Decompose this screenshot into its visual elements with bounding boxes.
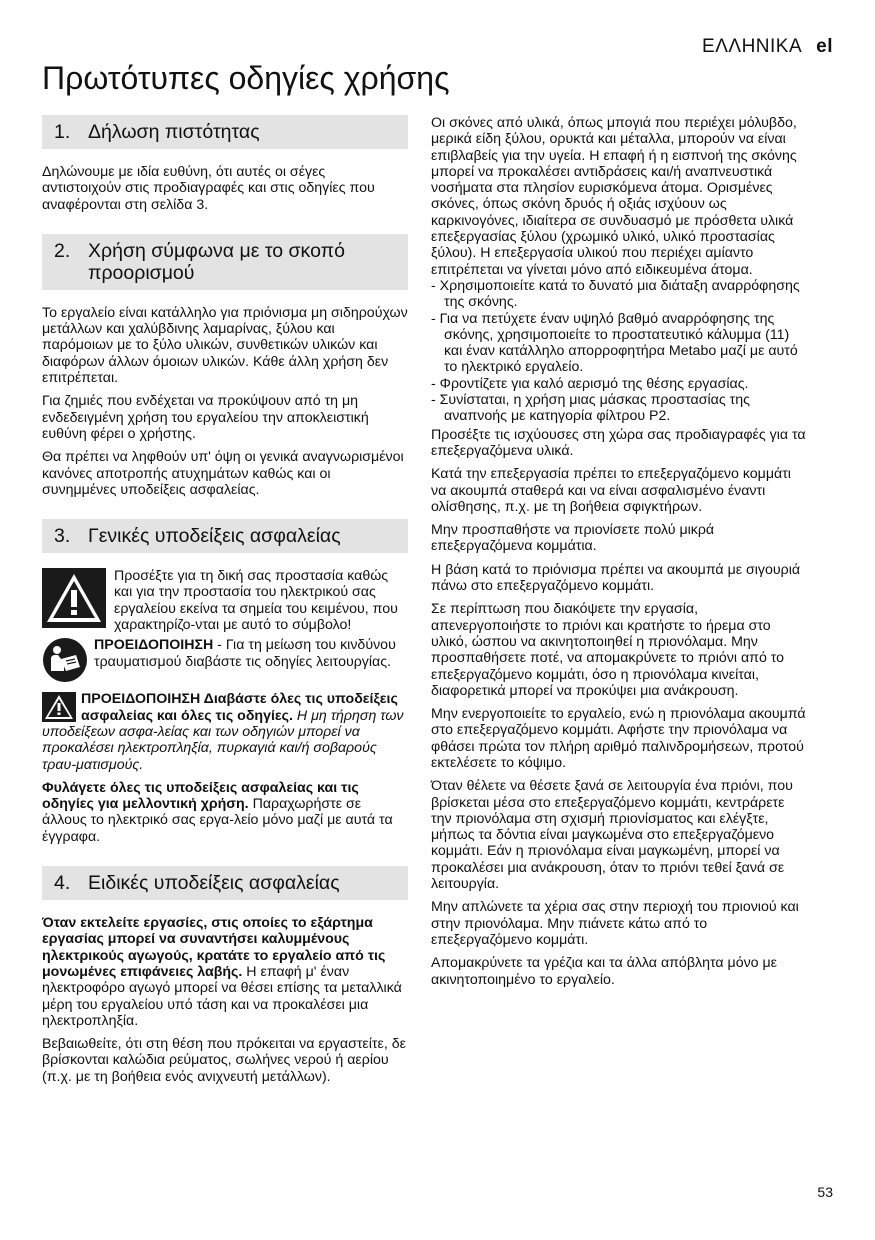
paragraph: Σε περίπτωση που διακόψετε την εργασία, απενεργοποιήστε το πριόνι και κρατήστε το ήρεμα στο υλικό, ώσπου να ακινητοποιηθεί η πριονόλαμα. Μην προσπαθήσετε ποτέ, να απομακρύνετε το πριόνι από το επεξεργαζόμενο κομμάτι, όσο η πριονόλαμα κινείται, διαφορετικά μπορεί να προκύψει μια ανάκρουση. <box>431 601 785 699</box>
bullet-item: - Χρησιμοποιείτε κατά το δυνατό μια διάταξη αναρρόφησης της σκόνης. <box>431 277 800 311</box>
paragraph: Βεβαιωθείτε, ότι στη θέση που πρόκειται να εργαστείτε, δε βρίσκονται καλώδια ρεύματος, σωλήνες νερού ή αερίου (π.χ. με τη βοήθεια ενός ανιχνευτή μετάλλων). <box>42 1036 406 1085</box>
warning-text: - Για τη μείωση του κινδύνου τραυματισμού διαβάστε τις οδηγίες λειτουργίας. <box>94 637 396 670</box>
paragraph: Απομακρύνετε τα γρέζια και τα άλλα απόβλητα μόνο με ακινητοποιημένο το εργαλείο. <box>431 955 778 988</box>
bullet-item: - Φροντίζετε για καλό αερισμό της θέσης εργασίας. <box>431 375 749 392</box>
paragraph: Δηλώνουμε με ιδία ευθύνη, ότι αυτές οι σέγες αντιστοιχούν στις προδιαγραφές και στις οδηγίες που αναφέρονται στη σελίδα 3. <box>42 164 375 213</box>
section-title: Δήλωση πιστότητας <box>88 121 260 143</box>
paragraph: Μην απλώνετε τα χέρια σας στην περιοχή του πριονιού και στην πριονόλαμα. Μην πιάνετε κάτω από το επεξεργαζόμενο κομμάτι. <box>431 899 799 948</box>
paragraph: Προσέξτε για τη δική σας προστασία καθώς και για την προστασία του ηλεκτρικού σας εργαλείου εκείνα τα σημεία του κειμένου, που χαρακτηρίζο-νται με αυτό το σύμβολο! <box>114 568 398 634</box>
section-title: Γενικές υποδείξεις ασφαλείας <box>88 525 341 548</box>
bold-text: Φυλάγετε όλες τις υποδείξεις ασφαλείας και τις οδηγίες για μελλοντική χρήση. <box>42 779 359 813</box>
warning-triangle-icon <box>42 568 106 628</box>
section-title: Χρήση σύμφωνα με το σκοπό προορισμού <box>88 239 345 284</box>
read-manual-warning <box>42 637 408 685</box>
section-number: 4. <box>54 872 71 895</box>
section-title: Ειδικές υποδείξεις ασφαλείας <box>88 872 340 895</box>
read-manual-icon <box>42 637 88 683</box>
bullet-item: - Συνίσταται, η χρήση μιας μάσκας προστασίας της αναπνοής με κατηγορία φίλτρου P2. <box>431 392 750 425</box>
section-heading-4 <box>42 866 408 900</box>
warning-label: ΠΡΟΕΙΔΟΠΟΙΗΣΗ Διαβάστε όλες τις υποδείξεις ασφαλείας και όλες τις οδηγίες. <box>81 691 398 724</box>
section-number: 3. <box>54 525 71 548</box>
bold-text: Όταν εκτελείτε εργασίες, στις οποίες το εξάρτημα εργασίας μπορεί να συναντήσει καλυμμένους ηλεκτρικούς αγωγούς, κρατάτε το εργαλείο από τις μονωμένες επιφάνειες λαβής. <box>42 915 386 980</box>
warning-triangle-icon <box>42 692 76 722</box>
section-number: 1. <box>54 121 71 143</box>
paragraph: Κατά την επεξεργασία πρέπει το επεξεργαζόμενο κομμάτι να ακουμπά σταθερά και να είναι ασφαλισμένο έναντι ολίσθησης, π.χ. με τη βοήθεια σφιγκτήρων. <box>431 466 791 515</box>
paragraph: Μην ενεργοποιείτε το εργαλείο, ενώ η πριονόλαμα ακουμπά στο επεξεργαζόμενο κομμάτι. Αφήστε την πριονόλαμα να φθάσει πρώτα τον πλήρη αριθμό παλινδρομήσεων, προτού εκτελέσετε το κόψιμο. <box>431 706 806 771</box>
section-heading-3 <box>42 519 408 553</box>
page-number: 53 <box>817 1184 833 1200</box>
section-heading-1 <box>42 115 408 149</box>
warning-label: ΠΡΟΕΙΔΟΠΟΙΗΣΗ <box>94 637 214 654</box>
warning-text: Η μη τήρηση των υποδείξεων ασφα-λείας και των οδηγιών μπορεί να προκαλέσει ηλεκτροπληξία, πυρκαγιά και/ή σοβαρούς τραυ-ματισμούς. <box>42 707 404 773</box>
left-column <box>42 115 408 1092</box>
section-heading-2 <box>42 234 408 290</box>
page-title: Πρωτότυπες οδηγίες χρήσης <box>42 60 450 96</box>
right-column <box>431 115 807 995</box>
paragraph: Το εργαλείο είναι κατάλληλο για πριόνισμα μη σιδηρούχων μετάλλων και χαλύβδινης λαμαρίνας, ξύλου και παρόμοιων με το ξύλο υλικών, συνθετικών υλικών και διαφόρων άλλων όμοιων υλικών. Κάθε άλλη χρήση δεν επιτρέπεται. <box>42 304 408 387</box>
paragraph: Όταν θέλετε να θέσετε ξανά σε λειτουργία ένα πριόνι, που βρίσκεται μέσα στο επεξεργαζόμενο κομμάτι, κεντράρετε την πριονόλαμα στη σχισμή πριονίσματος και ελέγξτε, μήπως τα δόντια είναι μαγκωμένα στο επεξεργαζόμενο κομμάτι. Εάν η πριονόλαμα είναι μαγκωμένη, μπορεί να προκαλέσει μια ανάκρουση, όταν το πριόνι τεθεί ξανά σε λειτουργία. <box>431 778 793 893</box>
paragraph: Θα πρέπει να ληφθούν υπ' όψη οι γενικά αναγνωρισμένοι κανόνες αποτροπής ατυχημάτων καθώς και οι συνημμένες υποδείξεις ασφαλείας. <box>42 449 404 498</box>
paragraph-text: Η επαφή μ' έναν ηλεκτροφόρο αγωγό μπορεί να θέσει επίσης τα μεταλλικά μέρη του εργαλείου υπό τάση και να προκαλέσει μια ηλεκτροπληξία. <box>42 963 402 1029</box>
paragraph-text: Παραχωρήστε σε άλλους το ηλεκτρικό σας εργα-λείο μόνο μαζί με αυτά τα έγγραφα. <box>42 796 393 845</box>
paragraph: Για ζημιές που ενδέχεται να προκύψουν από τη μη ενδεδειγμένη χρήση του εργαλείου την αποκλειστική ευθύνη φέρει ο χρήστης. <box>42 393 369 442</box>
paragraph: Η βάση κατά το πριόνισμα πρέπει να ακουμπά με σιγουριά πάνω στο επεξεργαζόμενο κομμάτι. <box>431 561 801 595</box>
language-code: el <box>816 36 833 57</box>
bullet-item: - Για να πετύχετε έναν υψηλό βαθμό αναρρόφησης της σκόνης, χρησιμοποιείτε το προστατευτικό κάλυμμα (11) και έναν κατάλληλο απορροφητήρα Metabo μαζί με αυτό το ηλεκτρικό εργαλείο. <box>431 310 798 376</box>
paragraph: Οι σκόνες από υλικά, όπως μπογιά που περιέχει μόλυβδο, μερικά είδη ξύλου, ορυκτά και μέταλλα, μπορούν να είναι επιβλαβείς για την υγεία. Η επαφή ή η εισπνοή της σκόνης μπορεί να προκαλέσει αντιδράσεις και/ή αναπνευστικά νοσήματα στα πλησίον ευρισκόμενα άτομα. Ορισμένες σκόνες, όπως σκόνη δρυός ή οξιάς ισχύουν ως καρκινογόνες, ιδιαίτερα σε συνδυασμό με πρόσθετα υλικά επεξεργασίας ξύλου (χρωμικό υλικό, υλικό προστασίας ξύλου). Η επεξεργασία υλικού που περιέχει αμίαντο επιτρέπεται να γίνεται μόνο από ειδικευμένα άτομα. <box>431 115 797 278</box>
read-all-warning <box>42 691 408 772</box>
keep-instructions <box>42 780 408 845</box>
language-header <box>702 36 833 58</box>
paragraph: Προσέξτε τις ισχύουσες στη χώρα σας προδιαγραφές για τα επεξεργαζόμενα υλικά. <box>431 426 806 459</box>
warning-symbol-note <box>42 568 408 633</box>
cable-warning <box>42 915 408 1029</box>
paragraph: Μην προσπαθήστε να πριονίσετε πολύ μικρά επεξεργαζόμενα κομμάτια. <box>431 522 715 555</box>
language-label: ΕΛΛΗΝΙΚΑ <box>702 36 803 57</box>
section-number: 2. <box>54 239 71 262</box>
